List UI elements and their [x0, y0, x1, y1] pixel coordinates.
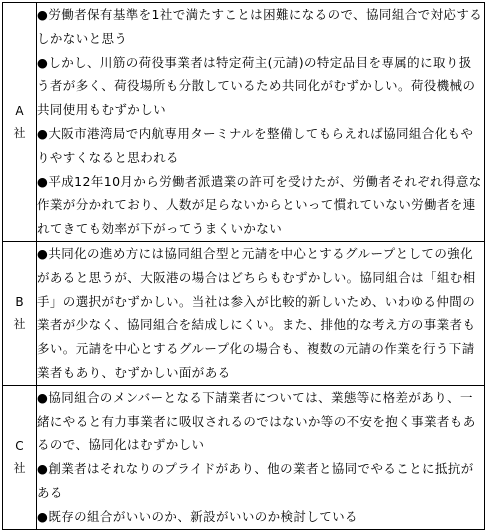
company-cell: [3, 385, 37, 529]
bullet-icon: ●: [37, 173, 49, 189]
comment-text: 平成12年10月から労働者派遣業の許可を受けたが、労働者それぞれ得意な作業が分かれており、人数が足らないからといって慣れていない労働者を連れてきても効率が下がってうまくいかない: [37, 173, 482, 237]
bullet-icon: ●: [37, 245, 49, 261]
comment-text: しかし、川筋の荷役事業者は特定荷主(元請)の特定品目を専属的に取り扱う者が多く、荷役場所も分散しているため共同化がむずかしい。荷役機械の共同使用もむずかしい: [37, 54, 476, 118]
comment-text: 共同化の進め方には協同組合型と元請を中心とするグループとしての強化があると思うが、大阪港の場合はどちらもむずかしい。協同組合は「組む相手」の選択がむずかしい。当社は参入が比較的新しいため、いわゆる仲間の業者が少なく、協同組合を結成しにくい。また、排他的な考え方の事業者も多い。元請を中心とするグループ化の場合も、複数の元請の作業を行う下請業者もあり、むずかしい面がある: [37, 245, 476, 380]
comment-cell: [37, 3, 485, 242]
company-name-label: C社: [13, 439, 26, 476]
comment-item: [37, 51, 484, 122]
comment-text: 創業者はそれなりのプライドがあり、他の業者と協同でやることに抵抗がある: [37, 461, 474, 500]
comment-item: [37, 457, 484, 505]
company-name-label: A社: [13, 103, 26, 140]
company-name-label: B社: [13, 295, 26, 332]
comment-item: [37, 386, 484, 457]
bullet-icon: ●: [37, 54, 49, 70]
comment-item: [37, 122, 484, 170]
bullet-icon: ●: [37, 389, 49, 405]
comment-text: 協同組合のメンバーとなる下請業者については、業態等に格差があり、一緒にやると有力事業者に吸収されるのではないか等の不安を抱く事業者もあるので、協同化はむずかしい: [37, 389, 476, 453]
comment-item: [37, 505, 484, 529]
bullet-icon: ●: [37, 508, 49, 524]
comment-text: 既存の組合がいいのか、新設がいいのか検討している: [48, 508, 358, 524]
comment-text: 大阪市港湾局で内航専用ターミナルを整備してもらえれば協同組合化もやりやすくなると思われる: [37, 125, 474, 165]
table-row-company-a: [3, 3, 485, 242]
table-row-company-b: [3, 241, 485, 385]
comment-text: 労働者保有基準を1社で満たすことは困難になるので、協同組合で対応するしかないと思う: [37, 7, 483, 46]
comment-cell: [37, 385, 485, 529]
company-cell: [3, 241, 37, 385]
comment-item: [37, 242, 484, 385]
comment-item: [37, 3, 484, 51]
bullet-icon: ●: [37, 125, 49, 141]
table-row-company-c: [3, 385, 485, 529]
bullet-icon: ●: [37, 461, 49, 477]
company-comments-table: [2, 2, 485, 530]
company-cell: [3, 3, 37, 242]
comment-item: [37, 170, 484, 241]
bullet-icon: ●: [37, 7, 49, 22]
comment-cell: [37, 241, 485, 385]
